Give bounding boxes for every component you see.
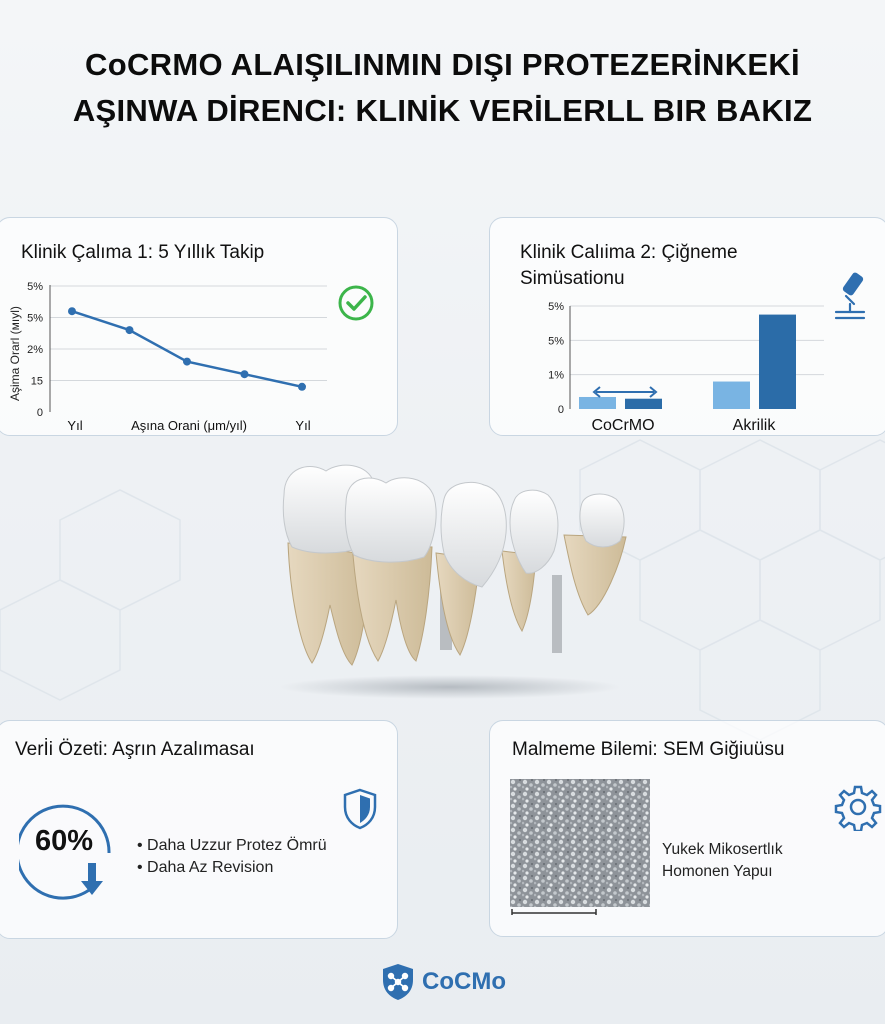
page-title [0, 42, 885, 134]
card-2-title-line-2: Simüsationu [520, 268, 625, 289]
data-point [298, 383, 306, 391]
y-tick-label: 0 [36, 407, 43, 419]
data-point [241, 370, 249, 378]
down-arrow-icon [81, 863, 103, 895]
card-clinical-study-1 [0, 217, 398, 436]
footer-logo [380, 962, 520, 1002]
shield-icon [341, 787, 379, 831]
benefit-item-1: • Daha Uzzur Protez Ömrü [137, 837, 327, 854]
bar-chart [490, 296, 830, 434]
x-tick-label: Yıl [295, 418, 311, 433]
card-clinical-study-2 [489, 217, 885, 436]
y-tick-label: 5% [27, 281, 43, 293]
title-line-1: CoCRMO ALAIŞILINMIN DIŞI PROTEZERİNKEKİ [85, 47, 800, 82]
card-2-title [520, 240, 738, 292]
card-material-science [489, 720, 885, 937]
chart-2-bars [579, 315, 796, 409]
check-circle-icon [337, 284, 375, 322]
chart-1-x-ticks [67, 418, 310, 433]
shield-network-icon [380, 962, 416, 1002]
bar [759, 315, 796, 409]
chart-1-y-ticks [27, 281, 43, 419]
y-tick-label: 1% [548, 369, 564, 382]
card-3-title: Verİi Özeti: Aşrın Azalımasaı [15, 739, 255, 760]
x-tick-label: Aşına Orani (μm/yıl) [131, 418, 247, 433]
y-tick-label: 0 [557, 404, 564, 416]
dental-prosthesis-illustration [270, 455, 640, 705]
y-tick-label: 5% [548, 335, 564, 348]
card-4-title: Malmeme Bilemi: SEM Giğiuüsu [512, 739, 785, 760]
x-tick-label: Yıl [67, 418, 83, 433]
bar [713, 382, 750, 409]
x-category-label: CoCrMO [591, 417, 655, 434]
chart-1-grid [50, 286, 327, 381]
data-point [126, 326, 134, 334]
gear-icon [834, 783, 882, 831]
sem-property-1: Yukek Mikosertlık [662, 841, 783, 858]
data-point [68, 307, 76, 315]
logo-text: CoCMo [422, 968, 506, 995]
x-category-label: Akrilik [732, 417, 776, 434]
y-tick-label: 15 [30, 375, 43, 388]
card-1-title: Klinik Çalıma 1: 5 Yıllık Takip [21, 242, 265, 263]
bar [625, 399, 662, 409]
bar [579, 397, 616, 409]
reduction-percent: 60% [35, 825, 94, 857]
range-arrow-icon [594, 387, 656, 397]
chart-2-x-ticks [591, 417, 776, 434]
y-tick-label: 2% [27, 344, 43, 356]
sem-micrograph-image [510, 779, 650, 915]
data-point [183, 358, 191, 366]
microscope-icon [830, 270, 870, 326]
y-tick-label: 5% [27, 312, 43, 325]
chart-2-y-ticks [548, 301, 564, 416]
title-line-2: AŞINWA DİRENCI: KLINİK VERİLERLL BIR BAKIZ [72, 93, 813, 128]
sem-property-2: Homonen Yapuı [662, 863, 773, 880]
y-tick-label: 5% [548, 301, 564, 313]
card-data-summary [0, 720, 398, 939]
benefit-item-2: • Daha Az Revision [137, 859, 274, 876]
card-2-title-line-1: Klinik Calıima 2: Çiğneme [520, 242, 738, 263]
y-axis-label: Aşima Orarl (мıyl) [8, 306, 22, 401]
line-chart [0, 268, 395, 433]
